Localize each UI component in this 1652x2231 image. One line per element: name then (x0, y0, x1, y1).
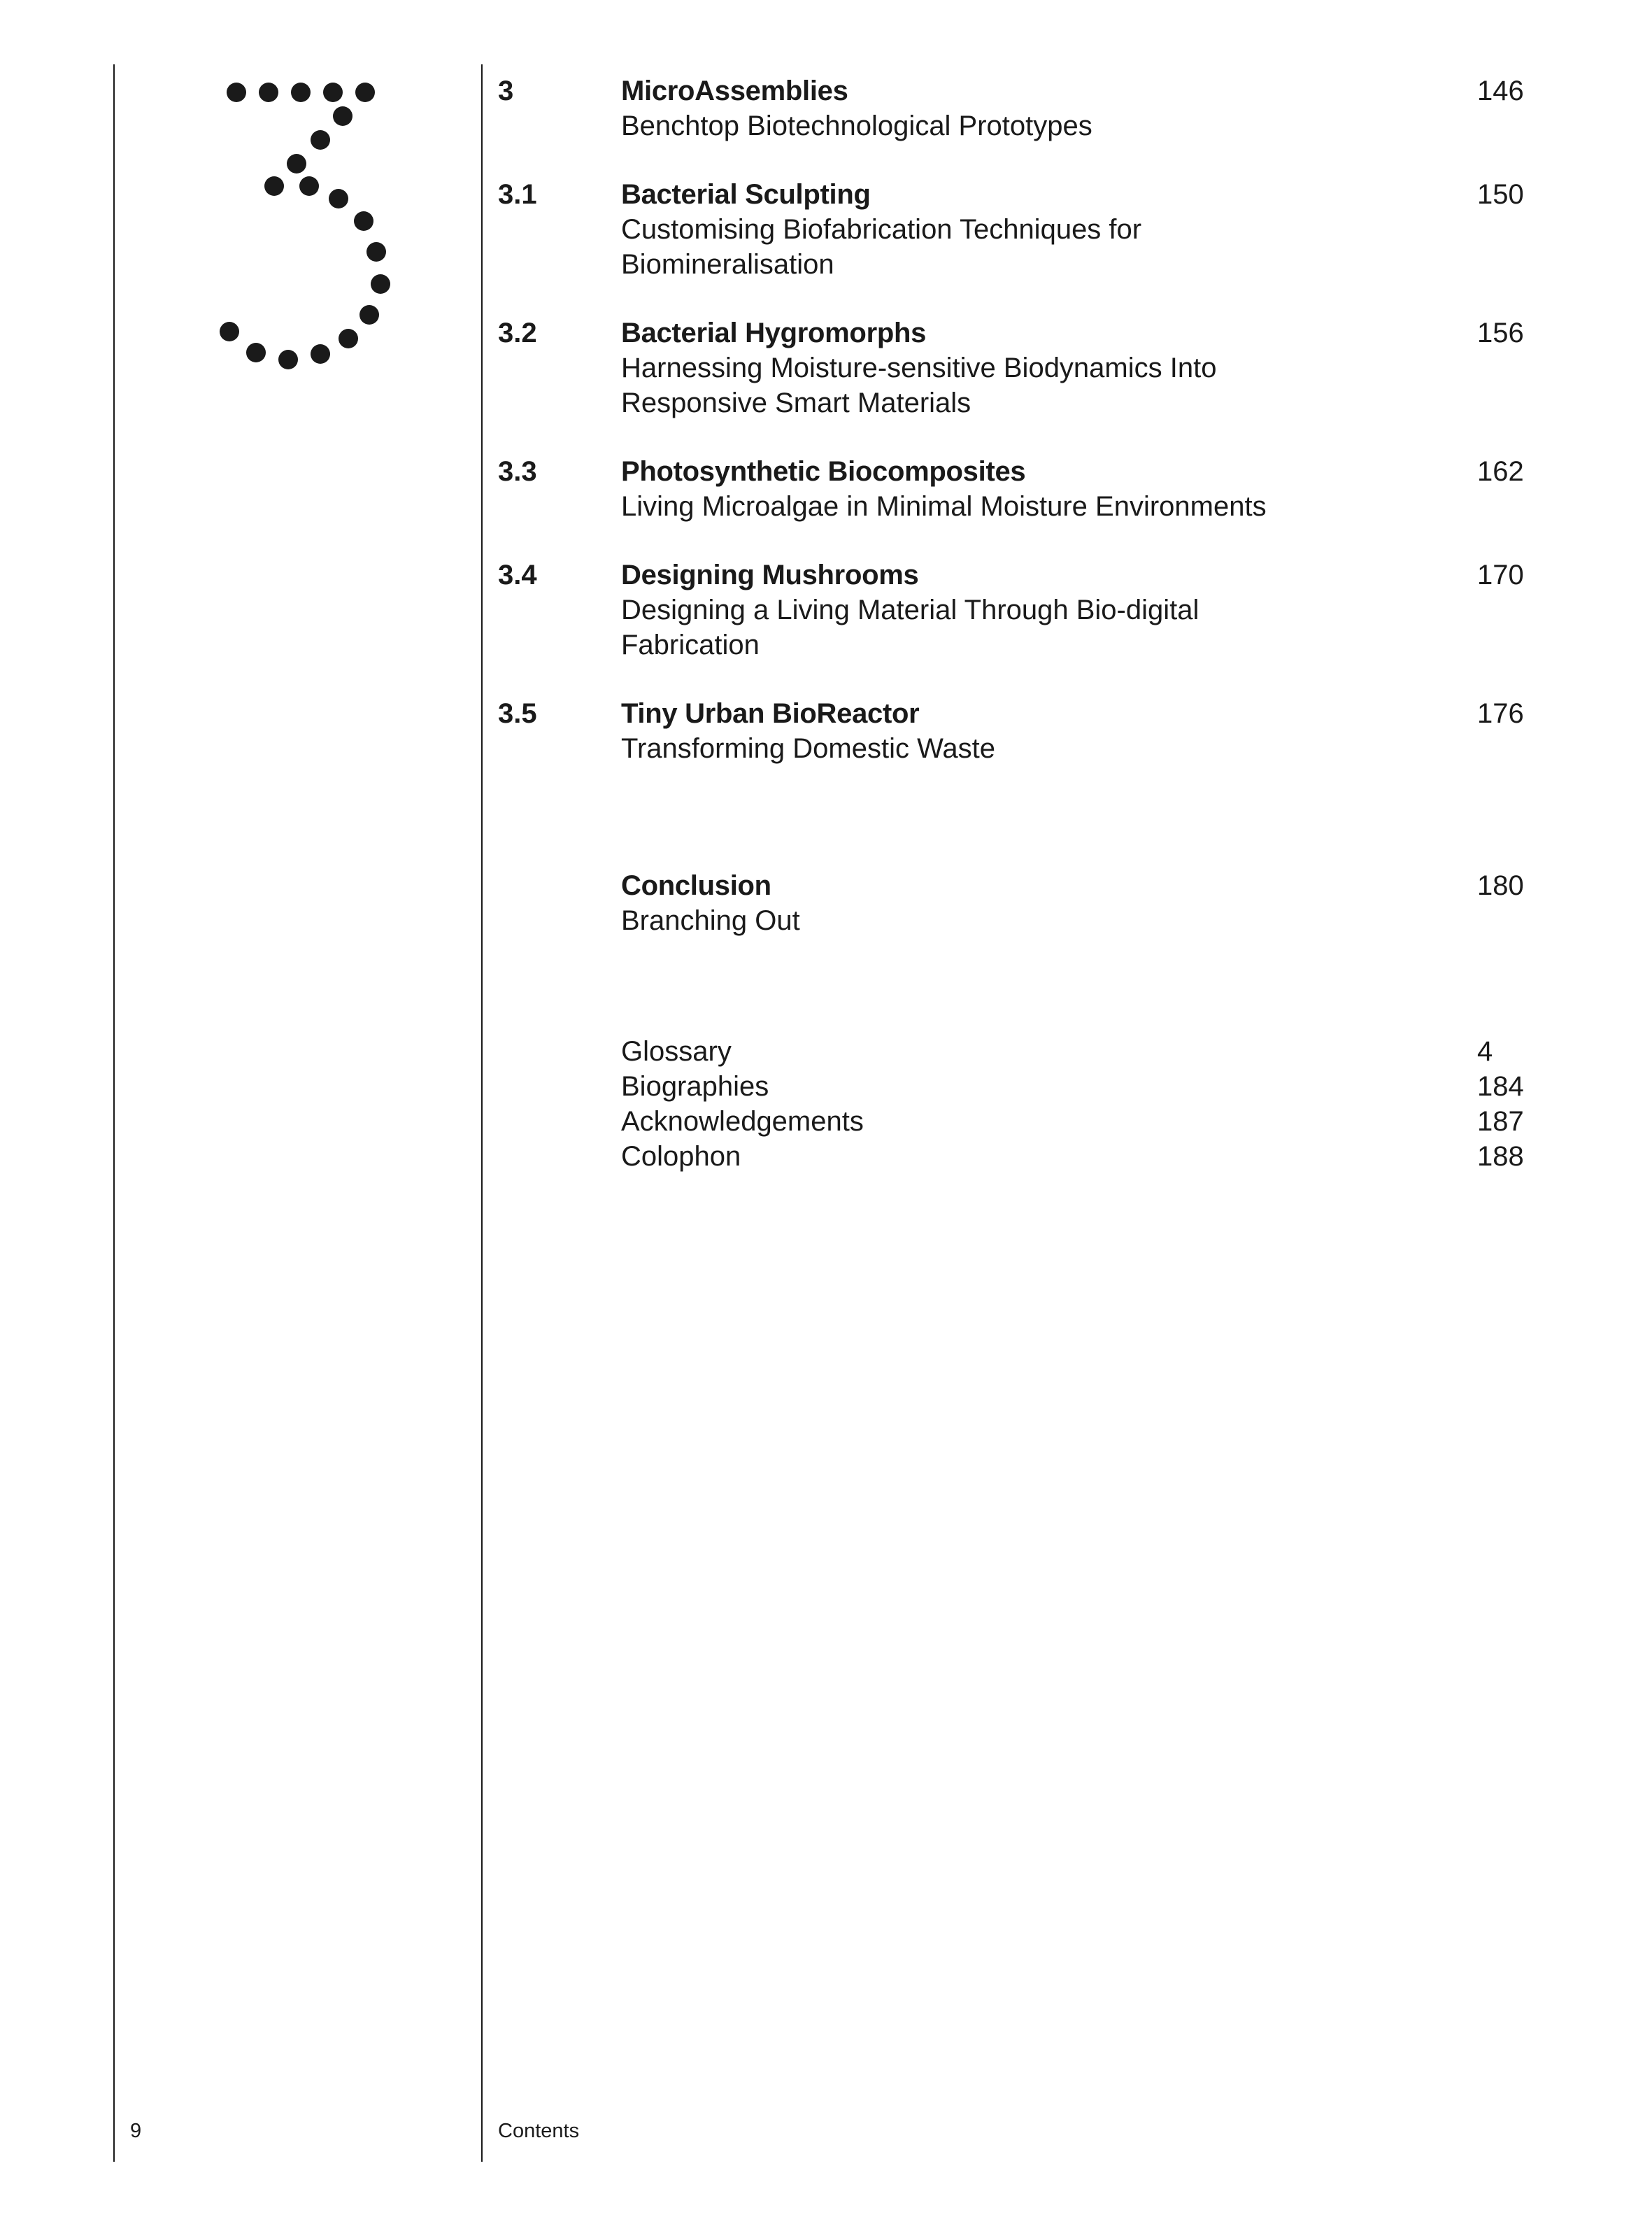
entry-subtitle: Transforming Domestic Waste (621, 733, 995, 764)
item-label: Glossary (621, 1036, 732, 1067)
entry-page-number: 150 (1477, 179, 1524, 210)
entry-page-number: 170 (1477, 560, 1524, 590)
numeral-dot (291, 83, 311, 102)
entry-page-number: 162 (1477, 456, 1524, 487)
item-page-number: 187 (1477, 1106, 1524, 1137)
back-matter-item[interactable] (0, 1034, 1652, 1069)
entry-page-number: 156 (1477, 318, 1524, 348)
numeral-dot (354, 211, 373, 231)
entry-title: Photosynthetic Biocomposites (621, 456, 1026, 487)
entry-title: MicroAssemblies (621, 76, 848, 106)
numeral-dot (246, 343, 266, 362)
numeral-dot (227, 83, 246, 102)
entry-title: Tiny Urban BioReactor (621, 698, 920, 729)
numeral-dot (311, 344, 330, 364)
entry-number: 3.2 (498, 318, 537, 348)
numeral-dot (355, 83, 375, 102)
back-matter-item[interactable] (0, 1069, 1652, 1104)
dotted-chapter-numeral (210, 70, 406, 392)
numeral-dot (323, 83, 343, 102)
entry-number: 3.4 (498, 560, 537, 590)
item-page-number: 188 (1477, 1141, 1524, 1172)
item-label: Acknowledgements (621, 1106, 864, 1137)
numeral-dot (311, 130, 330, 150)
entry-number: 3.3 (498, 456, 537, 487)
numeral-dot (366, 242, 386, 262)
numeral-dot (329, 189, 348, 208)
entry-subtitle: Benchtop Biotechnological Prototypes (621, 111, 1092, 141)
item-label: Colophon (621, 1141, 741, 1172)
entry-subtitle: Harnessing Moisture-sensitive Biodynamics Into Responsive Smart Materials (621, 353, 1217, 418)
numeral-dot (359, 305, 379, 325)
entry-number: 3.1 (498, 179, 537, 210)
entry-page-number: 180 (1477, 870, 1524, 901)
numeral-dot (220, 322, 239, 341)
entry-title: Bacterial Hygromorphs (621, 318, 927, 348)
entry-page-number: 176 (1477, 698, 1524, 729)
numeral-dot (371, 274, 390, 294)
entry-subtitle: Living Microalgae in Minimal Moisture Environments (621, 491, 1267, 522)
entry-title: Designing Mushrooms (621, 560, 919, 590)
back-matter-item[interactable] (0, 1104, 1652, 1139)
entry-subtitle: Designing a Living Material Through Bio-digital Fabrication (621, 595, 1199, 660)
running-footer-section: Contents (498, 2120, 580, 2142)
numeral-dot (264, 176, 284, 196)
numeral-dot (333, 106, 353, 126)
entry-title: Bacterial Sculpting (621, 179, 871, 210)
folio-page-number: 9 (130, 2120, 142, 2142)
item-page-number: 4 (1477, 1036, 1493, 1067)
item-label: Biographies (621, 1071, 769, 1102)
entry-subtitle: Branching Out (621, 905, 800, 936)
entry-number: 3.5 (498, 698, 537, 729)
numeral-dot (278, 350, 298, 369)
numeral-dot (259, 83, 278, 102)
back-matter-list (0, 1034, 1652, 1174)
numeral-dot (339, 329, 358, 348)
entry-page-number: 146 (1477, 76, 1524, 106)
numeral-dot (299, 176, 319, 196)
entry-title: Conclusion (621, 870, 771, 901)
entry-subtitle: Customising Biofabrication Techniques for Biomineralisation (621, 214, 1142, 280)
entry-number: 3 (498, 76, 514, 106)
item-page-number: 184 (1477, 1071, 1524, 1102)
back-matter-item[interactable] (0, 1139, 1652, 1174)
numeral-dot (287, 154, 306, 173)
